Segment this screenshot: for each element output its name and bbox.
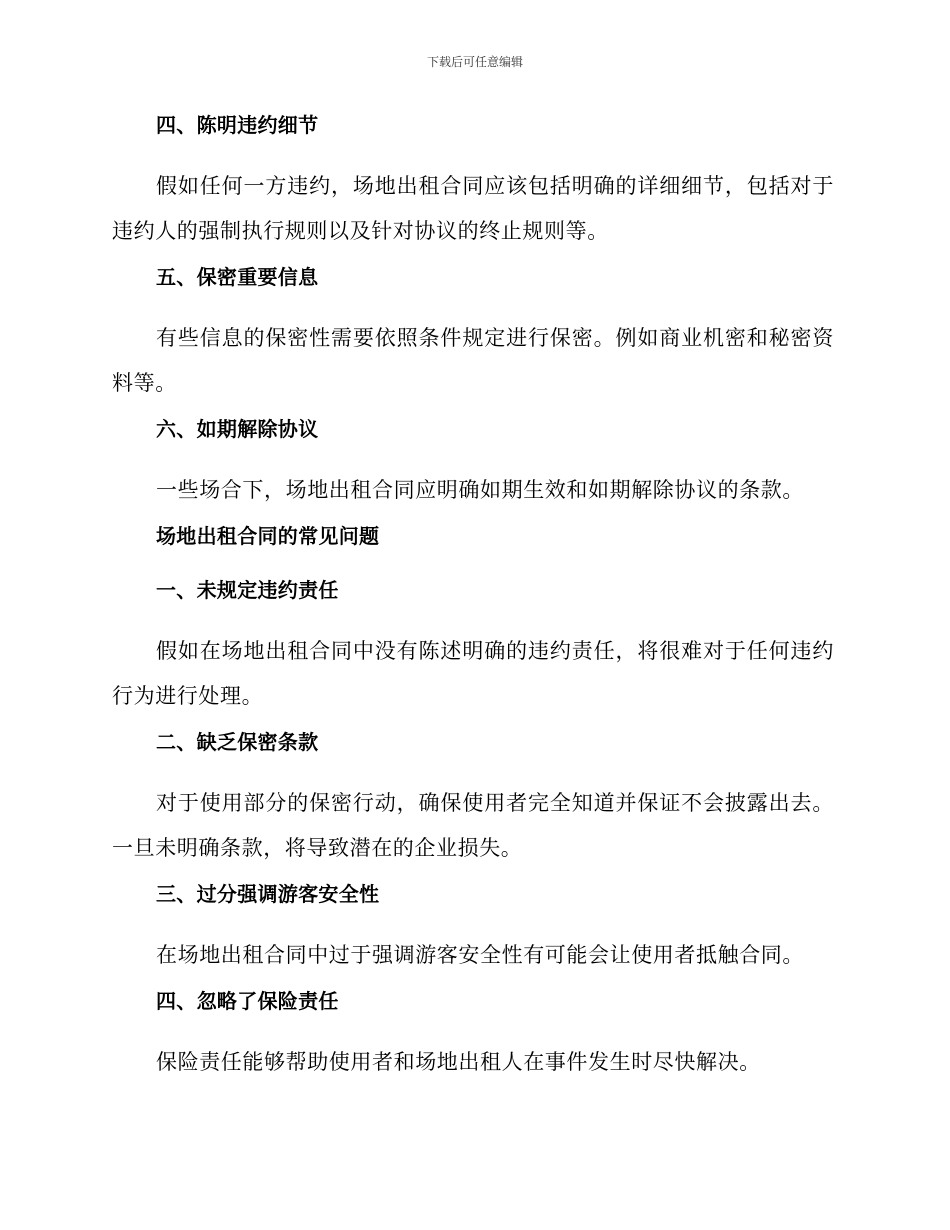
running-header: 下载后可任意编辑 [426, 55, 523, 69]
paragraph-termination: 一些场合下，场地出租合同应明确如期生效和如期解除协议的条款。 [156, 478, 804, 502]
paragraph-insurance: 保险责任能够帮助使用者和场地出租人在事件发生时尽快解决。 [156, 1050, 761, 1074]
paragraph-safety-overemphasis: 在场地出租合同中过于强调游客安全性有可能会让使用者抵触合同。 [156, 943, 804, 967]
paragraph-confidential-info: 有些信息的保密性需要依照条件规定进行保密。例如商业机密和秘密资料等。 [112, 326, 834, 395]
paragraph-breach-details: 假如任何一方违约，场地出租合同应该包括明确的详细细节，包括对于违约人的强制执行规则以及针对协议的终止规则等。 [112, 174, 834, 243]
problem-heading-4-insurance: 四、忽略了保险责任 [156, 989, 339, 1013]
problem-heading-1-no-liability: 一、未规定违约责任 [156, 578, 339, 602]
section-title-common-problems: 场地出租合同的常见问题 [156, 524, 380, 548]
paragraph-no-liability: 假如在场地出租合同中没有陈述明确的违约责任，将很难对于任何违约行为进行处理。 [112, 639, 834, 708]
problem-heading-2-no-confidentiality: 二、缺乏保密条款 [156, 730, 319, 754]
paragraph-no-confidentiality: 对于使用部分的保密行动，确保使用者完全知道并保证不会披露出去。一旦未明确条款，将导致潜在的企业损失。 [112, 791, 834, 860]
section-heading-5-confidential-info: 五、保密重要信息 [156, 265, 319, 289]
section-heading-4-breach-details: 四、陈明违约细节 [156, 113, 319, 137]
problem-heading-3-safety-overemphasis: 三、过分强调游客安全性 [156, 882, 380, 906]
section-heading-6-termination: 六、如期解除协议 [156, 417, 319, 441]
document-body [112, 110, 834, 1093]
